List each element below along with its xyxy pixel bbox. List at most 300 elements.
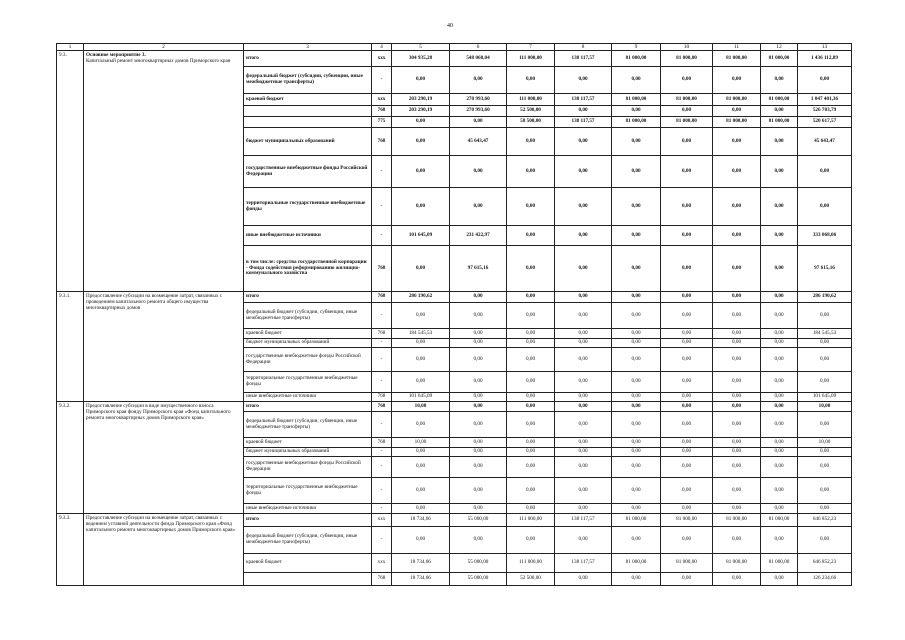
amount-cell: 0,00 [392,348,450,372]
amount-cell: 0,00 [555,372,612,393]
amount-cell: 0,00 [612,303,661,329]
amount-cell: 203 290,19 [392,106,450,117]
funding-source [244,573,372,586]
amount-cell: 0,00 [555,292,612,303]
amount-cell: 111 000,00 [507,94,555,106]
funding-source: краевой бюджет [244,329,372,339]
amount-cell: 184 545,53 [798,329,852,339]
row-number: 9.3.2. [57,402,84,514]
budget-code: xxx [372,514,392,527]
amount-cell: 0,00 [761,106,798,117]
amount-cell: 0,00 [450,412,507,438]
amount-cell: 0,00 [713,438,761,448]
amount-cell: 0,00 [392,504,450,514]
funding-source: итого [244,292,372,303]
column-number: 8 [555,44,612,51]
amount-cell: 81 000,00 [761,94,798,106]
amount-cell: 0,00 [661,573,713,586]
amount-cell: 101 645,09 [798,393,852,402]
amount-cell: 0,00 [798,156,852,188]
amount-cell: 333 068,06 [798,226,852,246]
amount-cell: 0,00 [713,372,761,393]
amount-cell: 0,00 [798,372,852,393]
amount-cell: 0,00 [450,393,507,402]
budget-code: - [372,156,392,188]
amount-cell: 0,00 [612,128,661,156]
amount-cell: 0,00 [507,478,555,504]
amount-cell: 0,00 [798,348,852,372]
amount-cell: 0,00 [392,128,450,156]
amount-cell: 0,00 [392,156,450,188]
amount-cell: 0,00 [555,412,612,438]
amount-cell: 0,00 [450,504,507,514]
amount-cell: 138 117,57 [555,514,612,527]
amount-cell: 138 117,57 [555,554,612,573]
budget-table [56,43,852,586]
amount-cell: 81 000,00 [661,117,713,128]
amount-cell: 0,00 [713,478,761,504]
amount-cell: 0,00 [507,156,555,188]
amount-cell: 0,00 [761,402,798,412]
amount-cell: 0,00 [798,303,852,329]
amount-cell: 0,00 [661,156,713,188]
amount-cell: 0,00 [761,372,798,393]
amount-cell: 0,00 [507,457,555,478]
amount-cell: 0,00 [661,457,713,478]
amount-cell: 0,00 [761,438,798,448]
amount-cell: 81 000,00 [761,514,798,527]
amount-cell: 0,00 [661,329,713,339]
amount-cell: 0,00 [798,188,852,226]
amount-cell: 0,00 [612,504,661,514]
amount-cell: 0,00 [612,292,661,303]
amount-cell: 0,00 [798,457,852,478]
column-number: 4 [372,44,392,51]
column-number: 3 [244,44,372,51]
amount-cell: 81 000,00 [713,94,761,106]
funding-source: итого [244,514,372,527]
amount-cell: 18 734,66 [392,554,450,573]
amount-cell: 10,00 [392,438,450,448]
amount-cell: 0,00 [392,527,450,554]
amount-cell: 0,00 [798,527,852,554]
amount-cell: 1 047 401,36 [798,94,852,106]
budget-code: - [372,372,392,393]
amount-cell: 0,00 [612,339,661,348]
amount-cell: 81 000,00 [761,554,798,573]
budget-code: - [372,527,392,554]
amount-cell: 0,00 [450,329,507,339]
amount-cell: 0,00 [713,329,761,339]
amount-cell: 81 000,00 [661,94,713,106]
table-row [57,51,852,67]
amount-cell: 0,00 [713,448,761,457]
amount-cell: 0,00 [612,438,661,448]
funding-source: иные внебюджетные источники [244,504,372,514]
amount-cell: 0,00 [761,448,798,457]
amount-cell: 0,00 [761,329,798,339]
amount-cell: 0,00 [761,573,798,586]
budget-code: 768 [372,292,392,303]
amount-cell: 0,00 [612,188,661,226]
column-number: 12 [761,44,798,51]
budget-code: - [372,339,392,348]
funding-source: государственные внебюджетные фонды Российской Федерации [244,348,372,372]
table-row [57,514,852,527]
column-number: 7 [507,44,555,51]
amount-cell: 45 643,47 [450,128,507,156]
budget-code: 768 [372,573,392,586]
amount-cell: 0,00 [612,329,661,339]
amount-cell: 0,00 [507,527,555,554]
amount-cell: 0,00 [761,188,798,226]
amount-cell: 0,00 [612,457,661,478]
amount-cell: 0,00 [392,457,450,478]
amount-cell: 0,00 [450,117,507,128]
amount-cell: 0,00 [612,348,661,372]
amount-cell: 18 734,66 [392,573,450,586]
amount-cell: 81 000,00 [761,51,798,67]
amount-cell: 0,00 [612,67,661,94]
header-row [57,44,852,51]
amount-cell: 0,00 [761,292,798,303]
amount-cell: 81 000,00 [661,554,713,573]
amount-cell: 0,00 [713,67,761,94]
amount-cell: 0,00 [450,457,507,478]
column-number: 6 [450,44,507,51]
amount-cell: 0,00 [555,348,612,372]
amount-cell: 0,00 [555,504,612,514]
funding-source: в том числе: средства государственной корпорации - Фонда содействия реформированию жилищно-коммунального хозяйства [244,246,372,292]
measure-title: Предоставление субсидии на возмещение затрат, связанных с проведением капитального ремонта общего имущества многоквартирных домов [86,293,223,311]
budget-code: - [372,448,392,457]
amount-cell: 52 500,00 [507,573,555,586]
amount-cell: 0,00 [507,128,555,156]
budget-code: - [372,303,392,329]
amount-cell: 55 000,00 [450,573,507,586]
funding-source: федеральный бюджет (субсидии, субвенции, иные межбюджетные трансферты) [244,303,372,329]
column-number: 9 [612,44,661,51]
amount-cell: 0,00 [507,339,555,348]
amount-cell: 138 117,57 [555,94,612,106]
amount-cell: 0,00 [713,226,761,246]
amount-cell: 520 617,57 [798,117,852,128]
amount-cell: 0,00 [761,457,798,478]
budget-code: 768 [372,402,392,412]
amount-cell: 0,00 [450,67,507,94]
amount-cell: 0,00 [713,504,761,514]
amount-cell: 0,00 [761,339,798,348]
amount-cell: 0,00 [392,478,450,504]
amount-cell: 0,00 [450,527,507,554]
amount-cell: 0,00 [713,106,761,117]
amount-cell: 0,00 [555,329,612,339]
amount-cell: 0,00 [713,412,761,438]
funding-source: иные внебюджетные источники [244,226,372,246]
amount-cell: 0,00 [507,246,555,292]
budget-code: - [372,226,392,246]
amount-cell: 0,00 [555,438,612,448]
amount-cell: 0,00 [798,412,852,438]
amount-cell: 0,00 [450,292,507,303]
amount-cell: 0,00 [555,402,612,412]
amount-cell: 0,00 [392,372,450,393]
funding-source: краевой бюджет [244,94,372,106]
amount-cell: 0,00 [450,372,507,393]
column-number: 1 [57,44,84,51]
amount-cell: 0,00 [612,226,661,246]
amount-cell: 0,00 [450,448,507,457]
budget-code: xxx [372,51,392,67]
amount-cell: 101 645,09 [392,393,450,402]
amount-cell: 52 500,00 [507,106,555,117]
amount-cell: 0,00 [392,117,450,128]
budget-code: 768 [372,128,392,156]
funding-source: территориальные государственные внебюджетные фонды [244,188,372,226]
budget-code: - [372,348,392,372]
amount-cell: 10,00 [392,402,450,412]
amount-cell: 0,00 [761,156,798,188]
amount-cell: 0,00 [450,478,507,504]
amount-cell: 0,00 [713,573,761,586]
amount-cell: 548 060,04 [450,51,507,67]
amount-cell: 286 190,62 [798,292,852,303]
amount-cell: 0,00 [555,128,612,156]
amount-cell: 0,00 [507,329,555,339]
budget-code: 768 [372,393,392,402]
page-number: 40 [447,23,453,29]
amount-cell: 81 000,00 [612,554,661,573]
amount-cell: 0,00 [612,156,661,188]
amount-cell: 55 000,00 [450,514,507,527]
amount-cell: 81 000,00 [612,94,661,106]
amount-cell: 10,00 [798,438,852,448]
amount-cell: 0,00 [761,348,798,372]
amount-cell: 0,00 [761,67,798,94]
funding-source: бюджет муниципальных образований [244,339,372,348]
amount-cell: 55 000,00 [450,554,507,573]
amount-cell: 0,00 [555,448,612,457]
amount-cell: 270 993,60 [450,94,507,106]
funding-source: территориальные государственные внебюджетные фонды [244,372,372,393]
amount-cell: 184 545,53 [392,329,450,339]
amount-cell: 0,00 [612,412,661,438]
amount-cell: 0,00 [555,226,612,246]
amount-cell: 0,00 [661,504,713,514]
amount-cell: 0,00 [612,106,661,117]
amount-cell: 101 645,09 [392,226,450,246]
amount-cell: 138 117,57 [555,51,612,67]
amount-cell: 646 852,23 [798,554,852,573]
measure-title: Предоставление субсидии в виде имущественного взноса Приморского края фонду Приморского края «Фонд капитального ремонта многоквартирных домов Приморского края» [86,403,231,421]
amount-cell: 0,00 [612,393,661,402]
budget-code: - [372,457,392,478]
amount-cell: 0,00 [661,292,713,303]
amount-cell: 0,00 [507,67,555,94]
amount-cell: 0,00 [507,226,555,246]
amount-cell: 111 000,00 [507,514,555,527]
funding-source: федеральный бюджет (субсидии, субвенции, иные межбюджетные трансферты) [244,527,372,554]
amount-cell: 0,00 [661,527,713,554]
amount-cell: 0,00 [761,412,798,438]
amount-cell: 0,00 [555,457,612,478]
funding-source: бюджет муниципальных образований [244,448,372,457]
amount-cell: 81 000,00 [713,117,761,128]
amount-cell: 0,00 [798,339,852,348]
amount-cell: 0,00 [798,67,852,94]
budget-code: 768 [372,438,392,448]
amount-cell: 0,00 [507,448,555,457]
amount-cell: 0,00 [713,128,761,156]
amount-cell: 0,00 [761,226,798,246]
funding-source [244,117,372,128]
amount-cell: 0,00 [713,188,761,226]
amount-cell: 0,00 [761,303,798,329]
amount-cell: 0,00 [612,448,661,457]
amount-cell: 0,00 [761,504,798,514]
amount-cell: 0,00 [450,303,507,329]
amount-cell: 0,00 [661,478,713,504]
amount-cell: 0,00 [555,527,612,554]
amount-cell: 0,00 [713,402,761,412]
row-number: 9.3.3. [57,514,84,586]
measure-title: Капитальный ремонт многоквартирных домов Приморского края [86,57,231,64]
amount-cell: 81 000,00 [612,514,661,527]
amount-cell: 81 000,00 [612,117,661,128]
amount-cell: 138 117,57 [555,117,612,128]
budget-code: - [372,67,392,94]
amount-cell: 0,00 [661,67,713,94]
budget-code: 768 [372,246,392,292]
amount-cell: 0,00 [798,478,852,504]
budget-code: - [372,478,392,504]
amount-cell: 0,00 [392,448,450,457]
amount-cell: 0,00 [661,226,713,246]
amount-cell: 0,00 [507,504,555,514]
table-row [57,292,852,303]
amount-cell: 0,00 [612,478,661,504]
amount-cell: 0,00 [661,348,713,372]
amount-cell: 203 290,19 [392,94,450,106]
amount-cell: 0,00 [507,303,555,329]
amount-cell: 81 000,00 [713,51,761,67]
budget-code: - [372,188,392,226]
funding-source: государственные внебюджетные фонды Российской Федерации [244,457,372,478]
amount-cell: 0,00 [555,573,612,586]
amount-cell: 0,00 [761,393,798,402]
measure-name [84,514,244,586]
budget-code: - [372,504,392,514]
budget-code: 775 [372,117,392,128]
amount-cell: 0,00 [555,303,612,329]
funding-source: государственные внебюджетные фонды Российской Федерации [244,156,372,188]
amount-cell: 0,00 [612,246,661,292]
column-number: 13 [798,44,852,51]
amount-cell: 10,00 [798,402,852,412]
amount-cell: 0,00 [555,156,612,188]
amount-cell: 0,00 [661,106,713,117]
amount-cell: 0,00 [507,412,555,438]
amount-cell: 0,00 [507,393,555,402]
amount-cell: 0,00 [450,188,507,226]
budget-code: - [372,412,392,438]
amount-cell: 0,00 [713,292,761,303]
amount-cell: 0,00 [450,156,507,188]
amount-cell: 81 000,00 [612,51,661,67]
amount-cell: 97 615,16 [798,246,852,292]
amount-cell: 0,00 [661,303,713,329]
amount-cell: 0,00 [392,188,450,226]
amount-cell: 0,00 [507,372,555,393]
amount-cell: 111 000,00 [507,51,555,67]
amount-cell: 0,00 [761,478,798,504]
amount-cell: 0,00 [713,457,761,478]
amount-cell: 0,00 [661,393,713,402]
funding-source: краевой бюджет [244,554,372,573]
table-body [57,44,852,586]
funding-source: федеральный бюджет (субсидии, субвенции, иные межбюджетные трансферты) [244,67,372,94]
amount-cell: 0,00 [555,393,612,402]
amount-cell: 0,00 [661,448,713,457]
amount-cell: 0,00 [612,372,661,393]
amount-cell: 0,00 [661,372,713,393]
amount-cell: 0,00 [798,448,852,457]
measure-name [84,402,244,514]
table-row [57,402,852,412]
amount-cell: 0,00 [507,348,555,372]
amount-cell: 0,00 [612,402,661,412]
amount-cell: 0,00 [392,303,450,329]
amount-cell: 0,00 [450,438,507,448]
funding-source: иные внебюджетные источники [244,393,372,402]
funding-source: бюджет муниципальных образований [244,128,372,156]
amount-cell: 0,00 [761,527,798,554]
amount-cell: 81 000,00 [661,514,713,527]
amount-cell: 0,00 [661,438,713,448]
amount-cell: 0,00 [507,402,555,412]
amount-cell: 0,00 [713,393,761,402]
column-number: 5 [392,44,450,51]
measure-heading: Основное мероприятие 3. [86,52,146,58]
amount-cell: 0,00 [661,402,713,412]
amount-cell: 58 500,00 [507,117,555,128]
column-number: 11 [713,44,761,51]
column-number: 10 [661,44,713,51]
budget-code: xxx [372,94,392,106]
amount-cell: 0,00 [761,246,798,292]
amount-cell: 0,00 [392,246,450,292]
amount-cell: 97 615,16 [450,246,507,292]
amount-cell: 286 190,62 [392,292,450,303]
amount-cell: 0,00 [713,156,761,188]
amount-cell: 0,00 [713,339,761,348]
amount-cell: 0,00 [555,188,612,226]
amount-cell: 646 852,23 [798,514,852,527]
amount-cell: 18 734,66 [392,514,450,527]
amount-cell: 526 783,79 [798,106,852,117]
amount-cell: 81 000,00 [713,514,761,527]
measure-name [84,51,244,292]
amount-cell: 0,00 [555,478,612,504]
amount-cell: 0,00 [713,348,761,372]
amount-cell: 45 643,47 [798,128,852,156]
amount-cell: 0,00 [661,188,713,226]
amount-cell: 0,00 [661,128,713,156]
amount-cell: 0,00 [555,106,612,117]
amount-cell: 0,00 [612,527,661,554]
amount-cell: 0,00 [661,339,713,348]
amount-cell: 0,00 [450,348,507,372]
